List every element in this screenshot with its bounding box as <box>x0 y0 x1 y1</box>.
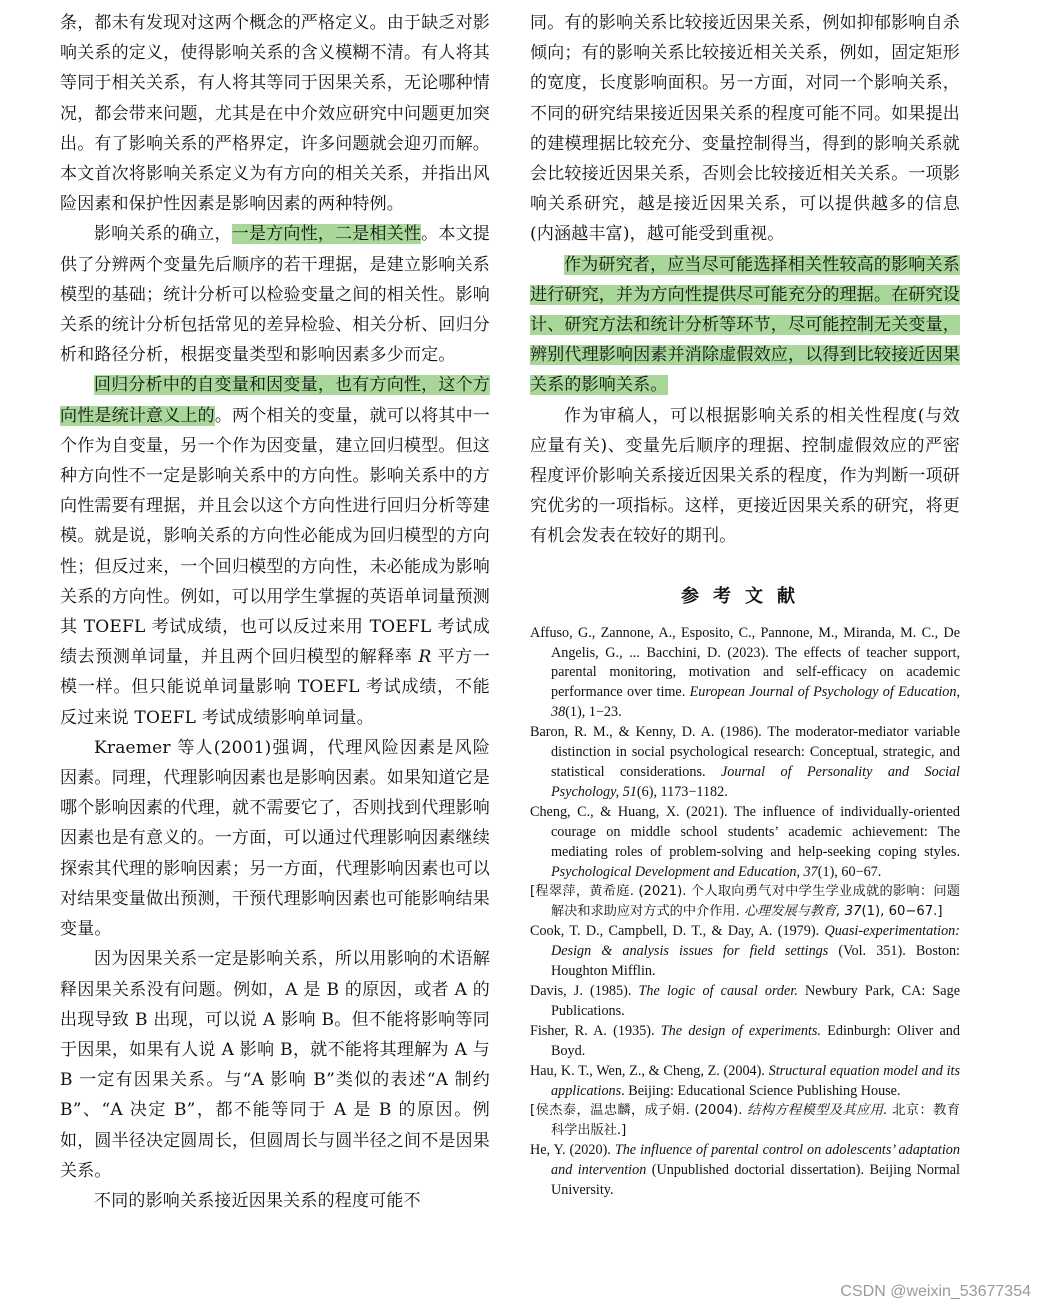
highlight-span: 回归分析中的自变量和因变量，也有方向性，这个方向性是统计意义上的 <box>60 375 490 426</box>
reference-italic: Quasi-experimentation: Design & analysis issues for field settings <box>551 923 960 960</box>
reference-text: 北京：教育科学出版社.] <box>551 1103 961 1139</box>
text-span: 。两个相关的变量，就可以将其中一个作为自变量，另一个作为因变量，建立回归模型。但这种方向性不一定是影响关系中的方向性。影响关系中的方向性需要有理据，并且会以这个方向性进行回归分析等建模。就是说，影响关系的方向性必能成为回归模型的方向性；但反过来，一个回归模型的方向性，未必能成为影响关系的方向性。例如，可以用学生掌握的英语单词量预测其 TOEFL 考试成绩，也可以反过来用 TOEFL 考试成绩去预测单词量，并且两个回归模型的解释率 <box>60 405 491 668</box>
references-list <box>530 624 960 1201</box>
reference-text: Davis, J. (1985). <box>530 982 639 999</box>
left-column <box>60 8 490 1216</box>
reference-text: . Beijing: Educational Science Publishing House. <box>621 1082 901 1099</box>
reference-italic: Journal of Personality and Social Psychology, 51 <box>551 764 960 800</box>
reference-text: (Vol. 351). Boston: Houghton Mifflin. <box>551 943 960 980</box>
reference-italic: The influence of parental control on adolescents’ adaptation and intervention <box>551 1142 960 1179</box>
reference-text: Cheng, C., & Huang, X. (2021). The influence of individually-oriented courage on middle school students’ academic achievement: The mediating roles of problem-solving and help-seeking coping styles. <box>530 803 960 860</box>
reference-text: [侯杰泰，温忠麟，成子娟. (2004). <box>530 1103 748 1119</box>
right-column <box>530 8 960 1201</box>
left-paragraph-3 <box>60 370 490 732</box>
right-paragraph-1: 同。有的影响关系比较接近因果关系，例如抑郁影响自杀倾向；有的影响关系比较接近相关关系，例如，固定矩形的宽度，长度影响面积。另一方面，对同一个影响关系，不同的研究结果接近因果关系的程度可能不同。如果提出的建模理据比较充分、变量控制得当，得到的影响关系就会比较接近因果关系，否则会比较接近相关关系。一项影响关系研究，越是接近因果关系，可以提供越多的信息(内涵越丰富)，越可能受到重视。 <box>530 13 960 245</box>
reference-item <box>530 1141 960 1201</box>
reference-italic: 心理发展与教育, 37 <box>744 904 862 920</box>
reference-italic: Psychological Development and Education, 37 <box>551 863 818 880</box>
reference-text: (1), 60−67.] <box>861 904 943 920</box>
reference-text: [程翠萍，黄希庭. (2021). 个人取向勇气对中学生学业成就的影响：问题解决和求助应对方式的中介作用. <box>530 884 960 920</box>
reference-text: Hau, K. T., Wen, Z., & Cheng, Z. (2004). <box>530 1062 769 1079</box>
left-paragraph-1: 条，都未有发现对这两个概念的严格定义。由于缺乏对影响关系的定义，使得影响关系的含义模糊不清。有人将其等同于相关关系，有人将其等同于因果关系，无论哪种情况，都会带来问题，尤其是在中介效应研究中问题更加突出。有了影响关系的严格界定，许多问题就会迎刃而解。本文首次将影响关系定义为有方向的相关关系，并指出风险因素和保护性因素是影响因素的两种特例。 <box>60 13 490 215</box>
reference-item <box>530 803 960 883</box>
highlight-span: 一是方向性，二是相关性 <box>231 224 422 245</box>
reference-item <box>530 982 960 1022</box>
reference-italic: Structural equation model and its applications <box>551 1062 960 1099</box>
reference-text: Edinburgh: Oliver and Boyd. <box>551 1022 960 1059</box>
reference-italic: 结构方程模型及其应用. <box>747 1103 888 1119</box>
reference-text: Fisher, R. A. (1935). <box>530 1022 661 1039</box>
reference-text: Cook, T. D., Campbell, D. T., & Day, A. (1979). <box>530 923 825 940</box>
reference-text: Baron, R. M., & Kenny, D. A. (1986). The moderator-mediator variable distinction in social psychological research: Conceptual, strategic, and statistical considerations. <box>530 724 960 780</box>
reference-text: (1), 60−67. <box>817 863 882 880</box>
left-paragraph-2 <box>60 219 490 370</box>
right-paragraph-3: 作为审稿人，可以根据影响关系的相关性程度(与效应量有关)、变量先后顺序的理据、控制虚假效应的严密程度评价影响关系接近因果关系的程度，作为判断一项研究优劣的一项指标。这样，更接近因果关系的研究，将更有机会发表在较好的期刊。 <box>530 405 960 547</box>
watermark: CSDN @weixin_53677354 <box>840 1283 1031 1300</box>
reference-item <box>530 624 960 724</box>
reference-item <box>530 882 960 922</box>
reference-italic: The logic of causal order. <box>638 982 798 999</box>
reference-italic: The design of experiments. <box>660 1022 821 1039</box>
right-paragraph-2 <box>530 250 960 401</box>
reference-item <box>530 1022 960 1062</box>
reference-text: He, Y. (2020). <box>530 1142 615 1159</box>
left-paragraph-5: 因为因果关系一定是影响关系，所以用影响的术语解释因果关系没有问题。例如，A 是 B 的原因，或者 A 的出现导致 B 出现，可以说 A 影响 B。但不能将影响等同于因果，如果有人说 A 影响 B，就不能将其理解为 A 与 B 一定有因果关系。与“A 影响 B”类似的表述“A 制约 B”、“A 决定 B”，都不能等同于 A 是 B 的原因。例如，圆半径决定圆周长，但圆周长与圆半径之间不是因果关系。 <box>60 949 490 1181</box>
reference-item <box>530 922 960 982</box>
left-paragraph-4: Kraemer 等人(2001)强调，代理风险因素是风险因素。同理，代理影响因素也是影响因素。如果知道它是哪个影响因素的代理，就不需要它了，否则找到代理影响因素也是有意义的。一方面，可以通过代理影响因素继续探索其代理的影响因素；另一方面，代理影响因素也可以对结果变量做出预测，干预代理影响因素也可能影响结果变量。 <box>60 737 490 940</box>
reference-text: (6), 1173−1182. <box>636 783 728 800</box>
reference-text: (1), 1−23. <box>565 704 622 721</box>
reference-item <box>530 723 960 803</box>
reference-text: Affuso, G., Zannone, A., Esposito, C., Pannone, M., Miranda, M. C., De Angelis, G., ... Bacchini, D. (2023). The effects of teacher support, parental monitoring, motivation and self-efficacy on academic performance over time. <box>530 624 960 701</box>
highlight-span: 作为研究者，应当尽可能选择相关性较高的影响关系进行研究，并为方向性提供尽可能充分的理据。在研究设计、研究方法和统计分析等环节，尽可能控制无关变量，辨别代理影响因素并消除虚假效应，以得到比较接近因果关系的影响关系。 <box>530 254 960 396</box>
reference-text: (Unpublished doctorial dissertation). Beijing Normal University. <box>551 1162 961 1199</box>
reference-text: Newbury Park, CA: Sage Publications. <box>551 982 960 1019</box>
reference-item <box>530 1062 960 1102</box>
reference-italic: European Journal of Psychology of Education, 38 <box>551 684 961 721</box>
text-span: 。本文提供了分辨两个变量先后顺序的若干理据，是建立影响关系模型的基础；统计分析可以检验变量之间的相关性。影响关系的统计分析包括常见的差异检验、相关分析、回归分析和路径分析，根据变量类型和影响因素多少而定。 <box>60 224 490 366</box>
text-span: 平方一模一样。但只能说单词量影响 TOEFL 考试成绩，不能反过来说 TOEFL 考试成绩影响单词量。 <box>60 647 490 728</box>
references-heading: 参考文献 <box>681 585 809 607</box>
left-paragraph-6: 不同的影响关系接近因果关系的程度可能不 <box>94 1190 421 1211</box>
text-span: 影响关系的确立， <box>94 224 232 245</box>
italic-symbol: R <box>418 647 432 668</box>
reference-item <box>530 1101 960 1141</box>
